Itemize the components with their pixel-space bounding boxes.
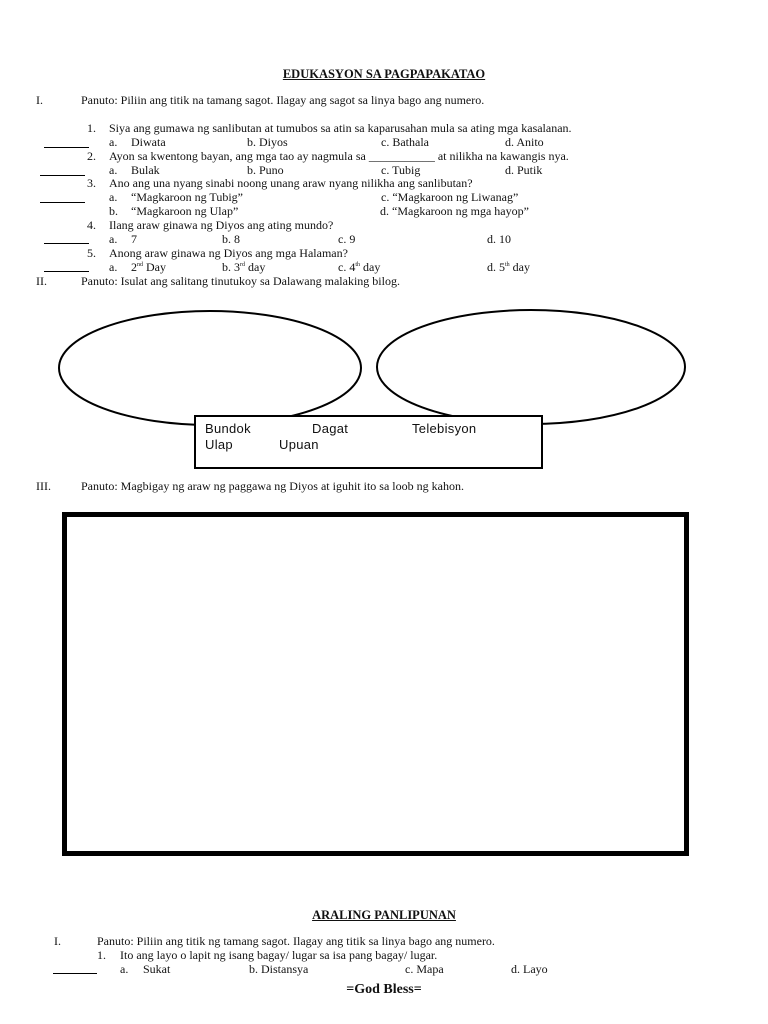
right-circle[interactable] <box>377 310 685 424</box>
s2-question-1-number: 1. <box>97 948 106 962</box>
section-2-instruction: Panuto: Piliin ang titik ng tamang sagot. Ilagay ang titik sa linya bago ang numero. <box>97 934 495 948</box>
circles-diagram <box>0 0 768 480</box>
question-4-number: 4. <box>87 218 96 232</box>
question-3-number: 3. <box>87 176 96 190</box>
choice-2d: d. Putik <box>505 163 543 177</box>
word-dagat: Dagat <box>312 421 349 436</box>
choice-4d: d. 10 <box>487 232 511 246</box>
choice-1d: d. Anito <box>505 135 544 149</box>
choice-3a-letter: a. <box>109 190 118 204</box>
choice-5a: 2nd Day <box>131 260 166 274</box>
choice-5b: b. 3rd day <box>222 260 266 274</box>
question-1-number: 1. <box>87 121 96 135</box>
s2-choice-a-letter: a. <box>120 962 129 976</box>
word-telebisyon: Telebisyon <box>412 421 477 436</box>
choice-5d: d. 5th day <box>487 260 530 274</box>
part-3-number: III. <box>36 479 51 493</box>
choice-1c: c. Bathala <box>381 135 429 149</box>
question-3-text: Ano ang una nyang sinabi noong unang araw nyang nilikha ang sanlibutan? <box>109 176 473 190</box>
choice-5c: c. 4th day <box>338 260 381 274</box>
choice-3d: d. “Magkaroon ng mga hayop” <box>380 204 529 218</box>
choice-4c: c. 9 <box>338 232 356 246</box>
choice-2a-letter: a. <box>109 163 118 177</box>
drawing-box[interactable] <box>62 512 689 856</box>
s2-choice-a: Sukat <box>143 962 171 976</box>
choice-2b: b. Puno <box>247 163 284 177</box>
question-2-number: 2. <box>87 149 96 163</box>
part-3-instruction: Panuto: Magbigay ng araw ng paggawa ng Diyos at iguhit ito sa loob ng kahon. <box>81 479 464 493</box>
s2-choice-c: c. Mapa <box>405 962 444 976</box>
question-1-text: Siya ang gumawa ng sanlibutan at tumubos sa atin sa kaparusahan mula sa ating mga kasalanan. <box>109 121 572 135</box>
left-circle[interactable] <box>59 311 361 425</box>
choice-4a-letter: a. <box>109 232 118 246</box>
choice-1a: Diwata <box>131 135 166 149</box>
choice-3b-letter: b. <box>109 204 118 218</box>
part-2-number: II. <box>36 274 47 288</box>
question-2-text: Ayon sa kwentong bayan, ang mga tao ay nagmula sa ___________ at nilikha na kawangis nya. <box>109 149 569 163</box>
choice-3b: “Magkaroon ng Ulap” <box>131 204 239 218</box>
part-1-number: I. <box>36 93 43 107</box>
question-5-number: 5. <box>87 246 96 260</box>
word-ulap: Ulap <box>205 437 233 452</box>
question-5-text: Anong araw ginawa ng Diyos ang mga Halaman? <box>109 246 348 260</box>
choice-4a: 7 <box>131 232 137 246</box>
s2-choice-d: d. Layo <box>511 962 548 976</box>
section-2-title: ARALING PANLIPUNAN <box>312 908 456 922</box>
choice-1a-letter: a. <box>109 135 118 149</box>
choice-3c: c. “Magkaroon ng Liwanag” <box>381 190 519 204</box>
word-upuan: Upuan <box>279 437 319 452</box>
part-2-instruction: Panuto: Isulat ang salitang tinutukoy sa Dalawang malaking bilog. <box>81 274 400 288</box>
word-bundok: Bundok <box>205 421 251 436</box>
part-1-instruction: Panuto: Piliin ang titik na tamang sagot. Ilagay ang sagot sa linya bago ang numero. <box>81 93 485 107</box>
page-title: EDUKASYON SA PAGPAPAKATAO <box>282 67 486 81</box>
question-4-text: Ilang araw ginawa ng Diyos ang ating mundo? <box>109 218 334 232</box>
choice-2c: c. Tubig <box>381 163 421 177</box>
choice-4b: b. 8 <box>222 232 240 246</box>
answer-blank-s2-1[interactable] <box>53 973 97 974</box>
section-2-part-number: I. <box>54 934 61 948</box>
choice-5a-letter: a. <box>109 260 118 274</box>
choice-2a: Bulak <box>131 163 160 177</box>
s2-choice-b: b. Distansya <box>249 962 309 976</box>
choice-1b: b. Diyos <box>247 135 288 149</box>
s2-question-1-text: Ito ang layo o lapit ng isang bagay/ lugar sa isa pang bagay/ lugar. <box>120 948 438 962</box>
choice-3a: “Magkaroon ng Tubig” <box>131 190 243 204</box>
footer-blessing: =God Bless= <box>346 982 422 997</box>
